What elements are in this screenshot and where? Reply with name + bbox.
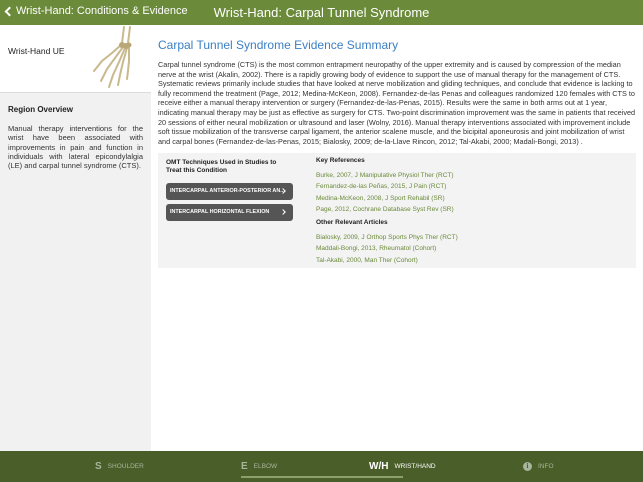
region-overview-title: Region Overview (8, 105, 73, 114)
intercarpal-horizontal-flexion-button-label: INTERCARPAL HORIZONTAL FLEXION (170, 209, 270, 215)
reference-link[interactable]: Medina-McKeon, 2008, J Sport Rehabil (SR) (316, 194, 445, 202)
back-button-label: Wrist-Hand: Conditions & Evidence (16, 5, 188, 17)
navigation-bar (0, 0, 643, 25)
intercarpal-ap-button[interactable] (166, 183, 293, 200)
region-overview-text: Manual therapy interventions for the wrist have been associated with improvements in pain and function in individuals with lateral epicondylalgia (LE) and carpal tunnel syndrome (CTS). (8, 124, 143, 171)
info-icon: i (523, 462, 532, 471)
tab-shoulder[interactable] (95, 451, 144, 482)
wrist-hand-tab-icon: W/H (369, 461, 389, 472)
shoulder-tab-icon: S (95, 461, 102, 472)
tab-label: INFO (538, 463, 554, 470)
reference-link[interactable]: Fernandez-de-las Peñas, 2015, J Pain (RCT) (316, 183, 447, 191)
elbow-tab-icon: E (241, 461, 248, 472)
tab-label: SHOULDER (107, 463, 144, 470)
region-label: Wrist-Hand UE (8, 46, 65, 56)
intercarpal-ap-button-label: INTERCARPAL ANTERIOR-POSTERIOR AN... (170, 188, 285, 194)
chevron-right-icon (280, 209, 286, 215)
region-header (0, 25, 151, 93)
reference-link[interactable]: Page, 2012, Cochrane Database Syst Rev (SR) (316, 205, 454, 213)
scroll-indicator (241, 476, 403, 478)
article-link[interactable]: Bialosky, 2009, J Orthop Sports Phys Ther (RCT) (316, 234, 458, 242)
article-link[interactable]: Tal-Akabi, 2000, Man Ther (Cohort) (316, 256, 418, 264)
evidence-summary-title: Carpal Tunnel Syndrome Evidence Summary (158, 38, 399, 52)
sidebar (0, 25, 151, 451)
key-references-title: Key References (316, 157, 365, 164)
evidence-summary-text: Carpal tunnel syndrome (CTS) is the most common entrapment neuropathy of the upper extremity and is caused by compression of the median nerve at the wrist (Akalin, 2002). There is a rapidly growing body of evidence to support the use of manual therapy for the management of CTS. Systematic reviews primarily include studies that have looked at nerve mobilization and gliding techniques, and conclude that evidence is lacking to fully recommend the treatment (Page, 2012; Medina-McKeon, 2008). Fernandez-de-las Penas and colleagues randomized 120 females with CTS to receive either a manual therapy intervention or surgery (Fernandez-de-las-Penas, 2015). Results were the same in both arms out at 1 year, indicating manual therapy may be just as effective as surgery for CTS. Two-point discrimination improvement was the same in patients that received 20 sessions of either neural mobilization or ultrasound and laser (Wolny, 2016). Manual therapy interventions associated with improvement include soft tissue mobilization of the transverse carpal ligament, the anterior scalene muscle, and the bicipital aponeurosis and joint mobilization of wrist and carpal bones (Fernandez-de-las-Penas, 2015; Bialosky, 2009; de-la-Llave Rincon, 2012; Tal-Akabi, 2000; Madali-Bongi, 2013) . (158, 60, 636, 146)
bottom-tab-bar (0, 451, 643, 482)
tab-label: WRIST/HAND (394, 463, 436, 470)
article-link[interactable]: Maddali-Bongi, 2013, Rheumatol (Cohort) (316, 245, 437, 253)
other-articles-title: Other Relevant Articles (316, 219, 388, 227)
main-content (151, 25, 643, 451)
techniques-references-panel (158, 153, 636, 268)
references-list (316, 157, 458, 268)
reference-link[interactable]: Burke, 2007, J Manipulative Physiol Ther (RCT) (316, 172, 454, 179)
omt-techniques-title: OMT Techniques Used in Studies to Treat this Condition (166, 159, 277, 174)
page-title: Wrist-Hand: Carpal Tunnel Syndrome (213, 5, 430, 20)
tab-label: ELBOW (253, 463, 278, 470)
tab-info[interactable] (523, 451, 554, 482)
intercarpal-horizontal-flexion-button[interactable] (166, 204, 293, 221)
hand-skeleton-illustration (84, 25, 144, 91)
